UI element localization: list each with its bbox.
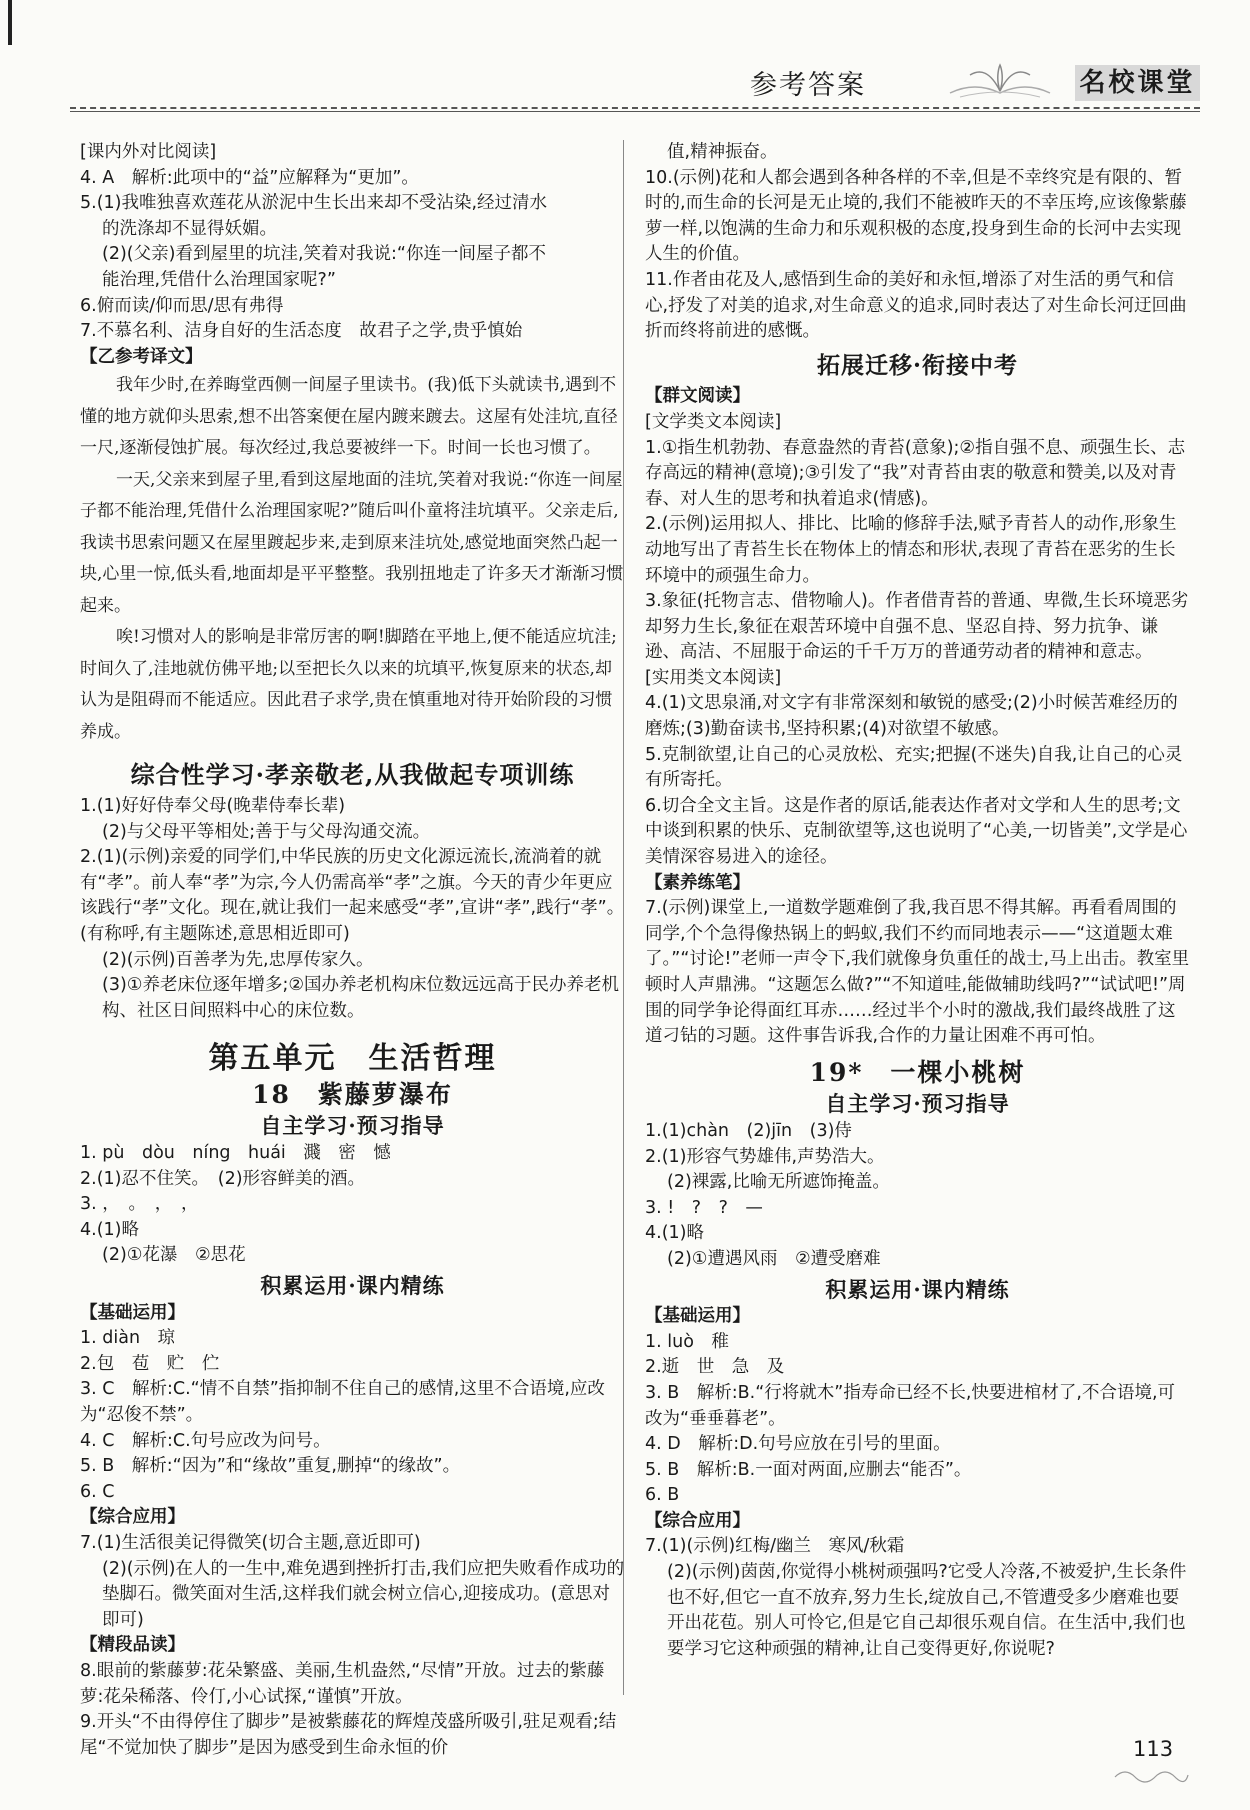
page-header	[70, 55, 1200, 115]
header-right-title: 名校课堂	[1075, 65, 1200, 101]
page-number: 113	[1133, 1737, 1174, 1761]
answer-item: 3. C 解析:C.“情不自禁”指抑制不住自己的感情,这里不合语境,应改为“忍俊不禁”。	[80, 1379, 605, 1425]
sub-heading: 自主学习·预习指导	[825, 1091, 1010, 1117]
answer-item: 1. luò 稚	[645, 1331, 729, 1352]
answer-item: 6.俯而读/仰而思/思有弗得	[80, 295, 284, 316]
answer-item: 3. B 解析:B.“行将就木”指寿命已经不长,快要进棺材了,不合语境,可改为“垂垂暮老”。	[645, 1382, 1176, 1429]
answer-item: 2.(1)忍不住笑。 (2)形容鲜美的酒。	[80, 1168, 366, 1189]
answer-item: 3.象征(托物言志、借物喻人)。作者借青苔的普通、卑微,生长环境恶劣却努力生长,象征在艰苦环境中自强不息、坚忍自持、努力抗争、谦逊、高洁、不屈服于命运的千千万万的普通劳动者的精神和意志。	[645, 591, 1189, 663]
answer-item: (2)与父母平等相处;善于与父母沟通交流。	[102, 821, 431, 842]
translation-text	[80, 370, 625, 748]
lesson-title: 18 紫藤萝瀑布	[252, 1079, 453, 1109]
answer-item: 4. C 解析:C.句号应改为问号。	[80, 1430, 331, 1451]
section-label: [文学类文本阅读]	[645, 411, 782, 432]
answer-item: 2.(示例)运用拟人、排比、比喻的修辞手法,赋予青苔人的动作,形象生动地写出了青苔生长在物体上的情态和形状,表现了青苔在恶劣的生长环境中的顽强生命力。	[645, 514, 1177, 586]
answer-item: 6. B	[645, 1485, 680, 1506]
left-column	[80, 140, 625, 1761]
answer-item: (2)(示例)在人的一生中,难免遇到挫折打击,我们应把失败看作成功的垫脚石。微笑面对生活,这样我们就会树立信心,迎接成功。(意思对即可)	[102, 1558, 625, 1630]
answer-item: 4. A 解析:此项中的“益”应解释为“更加”。	[80, 167, 419, 188]
answer-item: 6. C	[80, 1481, 115, 1502]
translation-paragraph: 唉!习惯对人的影响是非常厉害的啊!脚踏在平地上,便不能适应坑洼;时间久了,洼地就仿佛平地;以至把长久以来的坑填平,恢复原来的状态,却认为是阻碍而不能适应。因此君子求学,贵在慎重地对待开始阶段的习惯养成。	[80, 627, 617, 742]
answer-item: 5. B 解析:“因为”和“缘故”重复,删掉“的缘故”。	[80, 1456, 461, 1477]
answer-item: (3)①养老床位逐年增多;②国办养老机构床位数远远高于民办养老机构、社区日间照料中心的床位数。	[102, 975, 620, 1021]
answer-item: 10.(示例)花和人都会遇到各种各样的不幸,但是不幸终究是有限的、暂时的,而生命的长河是无止境的,我们不能被昨天的不幸压垮,应该像紫藤萝一样,以饱满的生命力和乐观积极的态度,投身到生命的长河中去实现人生的价值。	[645, 167, 1187, 265]
category-label: 【基础运用】	[645, 1306, 750, 1327]
section-label: [实用类文本阅读]	[645, 667, 782, 688]
translation-heading: 【乙参考译文】	[80, 346, 203, 367]
category-label: 【精段品读】	[80, 1635, 185, 1656]
category-label: 【基础运用】	[80, 1302, 185, 1323]
answer-item: 5.(1)我唯独喜欢莲花从淤泥中生长出来却不受沾染,经过清水	[80, 193, 548, 214]
answer-item: 2.(1)形容气势雄伟,声势浩大。	[645, 1146, 885, 1167]
answer-item: 4.(1)文思泉涌,对文字有非常深刻和敏锐的感受;(2)小时候苦难经历的磨炼;(3)勤奋读书,坚持积累;(4)对欲望不敏感。	[645, 693, 1178, 740]
answer-item: (2)(示例)茵茵,你觉得小桃树顽强吗?它受人冷落,不被爱护,生长条件也不好,但它一直不放弃,努力生长,绽放自己,不管遭受多少磨难也要开出花苞。别人可怜它,但是它自己却很乐观自信。在生活中,我们也要学习它这种顽强的精神,让自己变得更好,你说呢?	[667, 1562, 1187, 1659]
answer-item: 7.(1)生活很美记得微笑(切合主题,意近即可)	[80, 1532, 421, 1553]
answer-item: 2.(1)(示例)亲爱的同学们,中华民族的历史文化源远流长,流淌着的就有“孝”。前人奉“孝”为宗,今人仍需高举“孝”之旗。今天的青少年更应该践行“孝”文化。现在,就让我们一起来感受“孝”,宣讲“孝”,践行“孝”。(有称呼,有主题陈述,意思相近即可)	[80, 847, 625, 944]
page-edge-mark	[8, 0, 12, 45]
sub-heading: 自主学习·预习指导	[260, 1113, 445, 1139]
answer-item: 1.(1)chàn (2)jīn (3)侍	[645, 1120, 852, 1141]
answer-item: 1.(1)好好侍奉父母(晚辈侍奉长辈)	[80, 795, 346, 816]
answer-item: 5.克制欲望,让自己的心灵放松、充实;把握(不迷失)自我,让自己的心灵有所寄托。	[645, 744, 1183, 791]
answer-item: 7.不慕名利、洁身自好的生活态度 故君子之学,贵乎慎始	[80, 321, 523, 342]
lesson-title: 19* 一棵小桃树	[809, 1057, 1026, 1087]
answer-item: 4.(1)略	[80, 1219, 139, 1240]
right-column	[645, 140, 1190, 1662]
answer-item: 1.①指生机勃勃、春意盎然的青苔(意象);②指自强不息、顽强生长、志存高远的精神(意境);③引发了“我”对青苔由衷的敬意和赞美,以及对青春、对人生的思考和执着追求(情感)。	[645, 437, 1186, 509]
answer-item: 6.切合全文主旨。这是作者的原话,能表达作者对文学和人生的思考;文中谈到积累的快乐、克制欲望等,这也说明了“心美,一切皆美”,文学是心美情深容易进入的途径。	[645, 795, 1188, 868]
answer-item: (2)(示例)百善孝为先,忠厚传家久。	[102, 949, 374, 970]
category-label: 【群文阅读】	[645, 386, 750, 407]
answer-item: 2.逝 世 急 及	[645, 1357, 785, 1378]
answer-item: 7.(示例)课堂上,一道数学题难倒了我,我百思不得其解。再看看周围的同学,个个急得像热锅上的蚂蚁,我们不约而同地表示——“这道题太难了。”“讨论!”老师一声令下,我们就像身负重任的战士,马上出击。教室里顿时人声鼎沸。“这题怎么做?”“不知道哇,能做辅助线吗?”“试试吧!”周围的同学争论得面红耳赤……经过半个小时的激战,我们最终战胜了这道刁钻的习题。这件事告诉我,合作的力量让困难不再可怕。	[645, 898, 1190, 1047]
answer-item: 2.包 苞 贮 伫	[80, 1353, 220, 1374]
answer-item: 4. D 解析:D.句号应放在引号的里面。	[645, 1434, 951, 1455]
answer-item: 5. B 解析:B.一面对两面,应删去“能否”。	[645, 1459, 972, 1480]
header-left-title: 参考答案	[750, 70, 866, 101]
answer-item: (2)①花瀑 ②思花	[102, 1245, 246, 1266]
answer-item: 7.(1)(示例)红梅/幽兰 寒风/秋霜	[645, 1536, 905, 1557]
unit-title: 第五单元 生活哲理	[208, 1041, 497, 1077]
answer-item: 3. ! ? ? —	[645, 1197, 763, 1218]
sub-heading: 积累运用·课内精练	[825, 1276, 1010, 1302]
sub-heading: 积累运用·课内精练	[260, 1273, 445, 1299]
answer-item: (2)(父亲)看到屋里的坑洼,笑着对我说:“你连一间屋子都不	[102, 244, 546, 265]
answer-item: 3. ， 。 ， ，	[80, 1194, 199, 1215]
category-label: 【综合应用】	[645, 1510, 750, 1531]
translation-paragraph: 一天,父亲来到屋子里,看到这屋地面的洼坑,笑着对我说:“你连一间屋子都不能治理,凭借什么治理国家呢?”随后叫仆童将洼坑填平。父亲走后,我读书思索问题又在屋里踱起步来,走到原来洼坑处,感觉地面突然凸起一块,心里一惊,低头看,地面却是平平整整。我别扭地走了许多天才渐渐习惯起来。	[80, 469, 624, 616]
answer-item: 1. diàn 琼	[80, 1328, 176, 1349]
answer-item: 11.作者由花及人,感悟到生命的美好和永恒,增添了对生活的勇气和信心,抒发了对美的追求,对生命意义的追求,同时表达了对生命长河迂回曲折而终将前进的感慨。	[645, 269, 1187, 342]
section-heading: 综合性学习·孝亲敬老,从我做起专项训练	[130, 760, 575, 790]
answer-item: (2)①遭遇风雨 ②遭受磨难	[667, 1248, 881, 1269]
section-label: [课内外对比阅读]	[80, 142, 217, 162]
header-dashed-rule	[70, 107, 1200, 109]
answer-item: 值,精神振奋。	[667, 142, 778, 162]
answer-item: 9.开头“不由得停住了脚步”是被紫藤花的辉煌茂盛所吸引,驻足观看;结尾“不觉加快了脚步”是因为感受到生命永恒的价	[80, 1712, 617, 1758]
answer-item: 4.(1)略	[645, 1223, 704, 1244]
category-label: 【综合应用】	[80, 1507, 185, 1528]
answer-item: 8.眼前的紫藤萝:花朵繁盛、美丽,生机盎然,“尽情”开放。过去的紫藤萝:花朵稀落、伶仃,小心试探,“谨慎”开放。	[80, 1660, 605, 1707]
answer-item: 1. pù dòu níng huái 濺 密 憾	[80, 1143, 391, 1164]
category-label: 【素养练笔】	[645, 872, 750, 893]
answer-item: (2)裸露,比喻无所遮饰掩盖。	[667, 1172, 890, 1193]
answer-item: 能治理,凭借什么治理国家呢?”	[102, 269, 336, 290]
answer-item: 的洗涤却不显得妖媚。	[102, 218, 277, 239]
header-solid-rule	[70, 111, 1200, 112]
translation-paragraph: 我年少时,在养晦堂西侧一间屋子里读书。(我)低下头就读书,遇到不懂的地方就仰头思索,想不出答案便在屋内踱来踱去。这屋有处洼坑,直径一尺,逐渐侵蚀扩展。每次经过,我总要被绊一下。时间一长也习惯了。	[80, 375, 618, 459]
swirl-ornament-icon	[1110, 1765, 1190, 1785]
section-heading: 拓展迁移·衔接中考	[816, 351, 1018, 379]
flower-ornament-icon	[940, 61, 1060, 101]
